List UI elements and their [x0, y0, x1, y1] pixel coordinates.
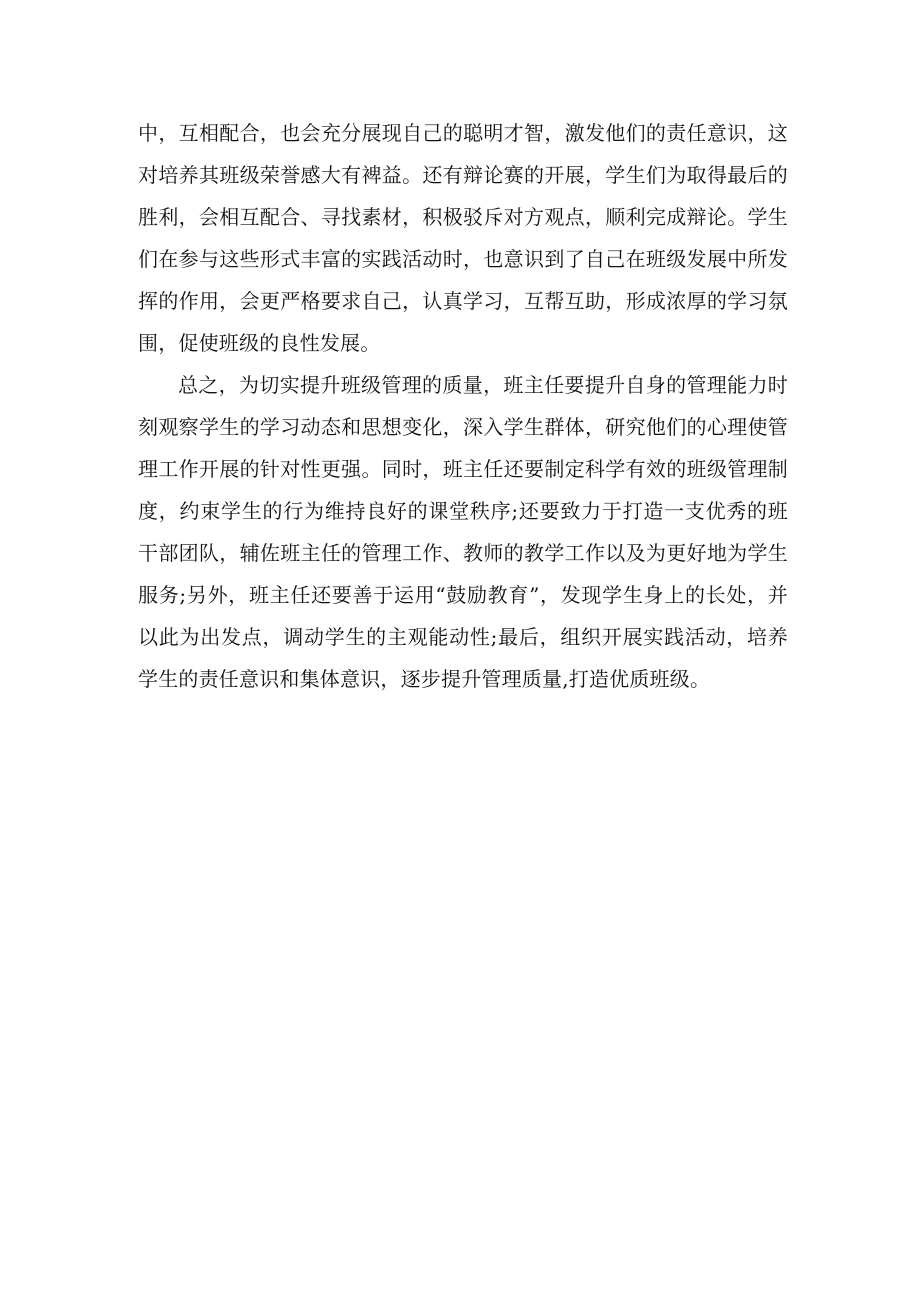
paragraph-conclusion: 总之，为切实提升班级管理的质量，班主任要提升自身的管理能力时刻观察学生的学习动态和思想变化，深入学生群体，研究他们的心理使管理工作开展的针对性更强。同时，班主任还要制定科学有效的班级管理制度，约束学生的行为维持良好的课堂秩序;还要致力于打造一支优秀的班干部团队，辅佐班主任的管理工作、教师的教学工作以及为更好地为学生服务;另外，班主任还要善于运用“鼓励教育”，发现学生身上的长处，并以此为出发点，调动学生的主观能动性;最后，组织开展实践活动，培养学生的责任意识和集体意识，逐步提升管理质量,打造优质班级。 [138, 373, 788, 691]
document-body [138, 112, 788, 700]
paragraph-continuation: 中，互相配合，也会充分展现自己的聪明才智，激发他们的责任意识，这对培养其班级荣誉感大有裨益。还有辩论赛的开展，学生们为取得最后的胜利，会相互配合、寻找素材，积极驳斥对方观点，顺利完成辩论。学生们在参与这些形式丰富的实践活动时，也意识到了自己在班级发展中所发挥的作用，会更严格要求自己，认真学习，互帮互助，形成浓厚的学习氛围，促使班级的良性发展。 [138, 121, 788, 355]
